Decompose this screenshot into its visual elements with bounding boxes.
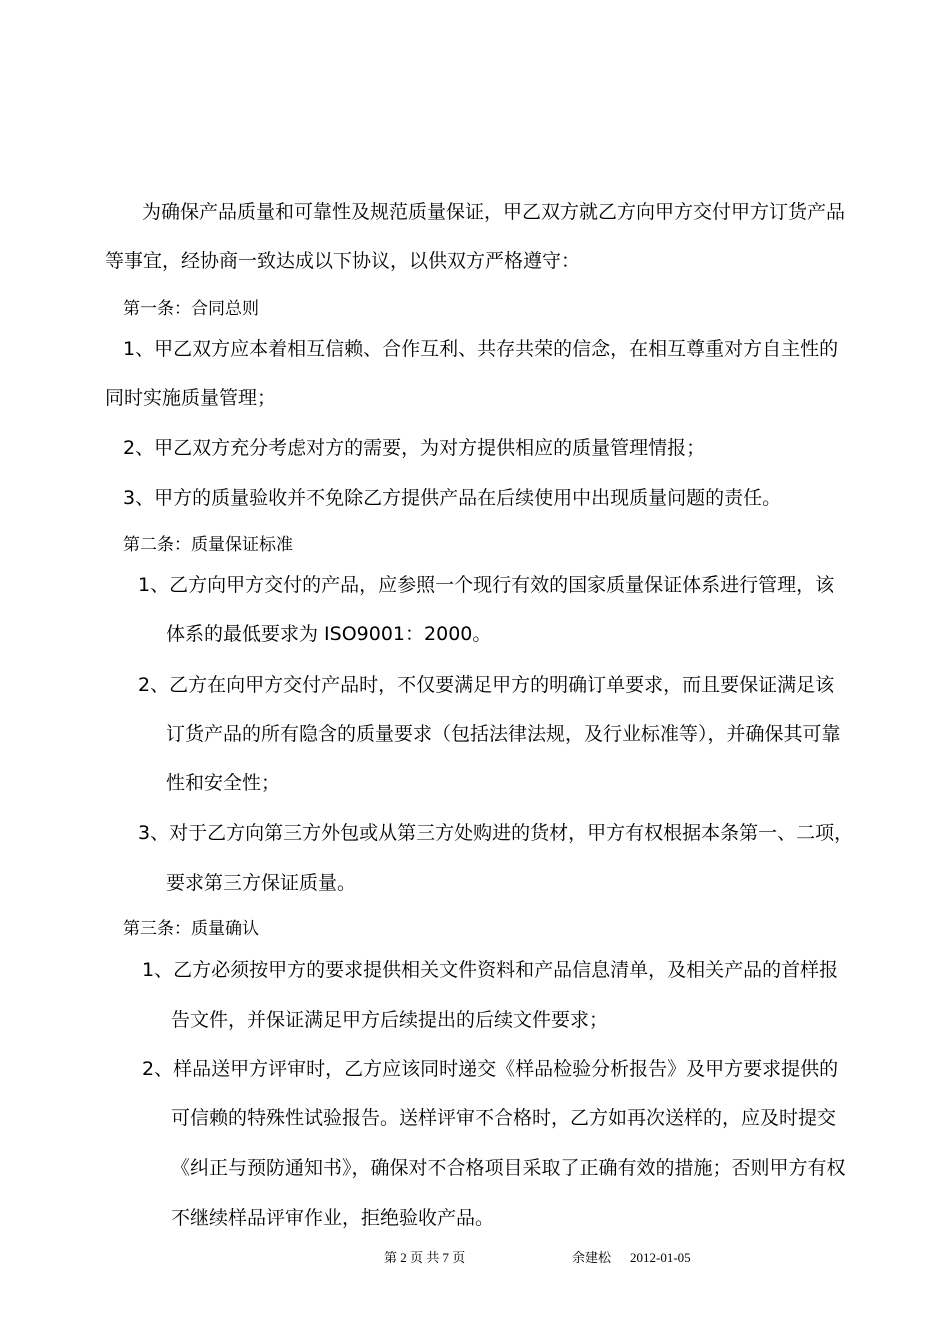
footer-page-number: 第 2 页 共 7 页 [384, 1250, 466, 1265]
intro-line-1: 为确保产品质量和可靠性及规范质量保证，甲乙双方就乙方向甲方交付甲方订货产品 [142, 201, 846, 223]
article-2-item-1-line-2: 体系的最低要求为 ISO9001：2000。 [166, 623, 492, 645]
article-1-item-3: 3、甲方的质量验收并不免除乙方提供产品在后续使用中出现质量问题的责任。 [123, 487, 782, 509]
article-3-item-2-line-2: 可信赖的特殊性试验报告。送样评审不合格时，乙方如再次送样的，应及时提交 [171, 1107, 837, 1129]
article-3-item-2-line-1: 2、样品送甲方评审时，乙方应该同时递交《样品检验分析报告》及甲方要求提供的 [142, 1058, 839, 1080]
article-1-item-1-line-1: 1、甲乙双方应本着相互信赖、合作互利、共存共荣的信念，在相互尊重对方自主性的 [123, 338, 839, 360]
article-2-item-2-line-3: 性和安全性； [166, 772, 281, 794]
article-2-item-2-line-2: 订货产品的所有隐含的质量要求（包括法律法规，及行业标准等），并确保其可靠 [166, 723, 841, 745]
article-3-item-1-line-2: 告文件，并保证满足甲方后续提出的后续文件要求； [171, 1009, 609, 1031]
article-3-item-2-line-4: 不继续样品评审作业，拒绝验收产品。 [171, 1207, 495, 1229]
article-3-item-2-line-3: 《纠正与预防通知书》，确保对不合格项目采取了正确有效的措施；否则甲方有权 [171, 1157, 846, 1179]
article-3-title: 第三条：质量确认 [123, 919, 259, 939]
article-2-item-1-line-1: 1、乙方向甲方交付的产品，应参照一个现行有效的国家质量保证体系进行管理，该 [138, 574, 835, 596]
article-1-item-1-line-2: 同时实施质量管理； [105, 387, 277, 409]
article-2-title: 第二条：质量保证标准 [123, 535, 293, 555]
article-1-item-2: 2、甲乙双方充分考虑对方的需要，为对方提供相应的质量管理情报； [123, 437, 706, 459]
article-3-item-1-line-1: 1、乙方必须按甲方的要求提供相关文件资料和产品信息清单，及相关产品的首样报 [142, 959, 839, 981]
footer-author: 余建松 [572, 1250, 612, 1265]
article-2-item-2-line-1: 2、乙方在向甲方交付产品时，不仅要满足甲方的明确订单要求，而且要保证满足该 [138, 674, 835, 696]
footer-date: 2012-01-05 [630, 1250, 691, 1265]
intro-line-2: 等事宜，经协商一致达成以下协议，以供双方严格遵守： [105, 250, 581, 272]
article-1-title: 第一条：合同总则 [123, 299, 259, 319]
article-2-item-3-line-1: 3、对于乙方向第三方外包或从第三方处购进的货材，甲方有权根据本条第一、二项， [138, 822, 854, 844]
article-2-item-3-line-2: 要求第三方保证质量。 [166, 872, 357, 894]
